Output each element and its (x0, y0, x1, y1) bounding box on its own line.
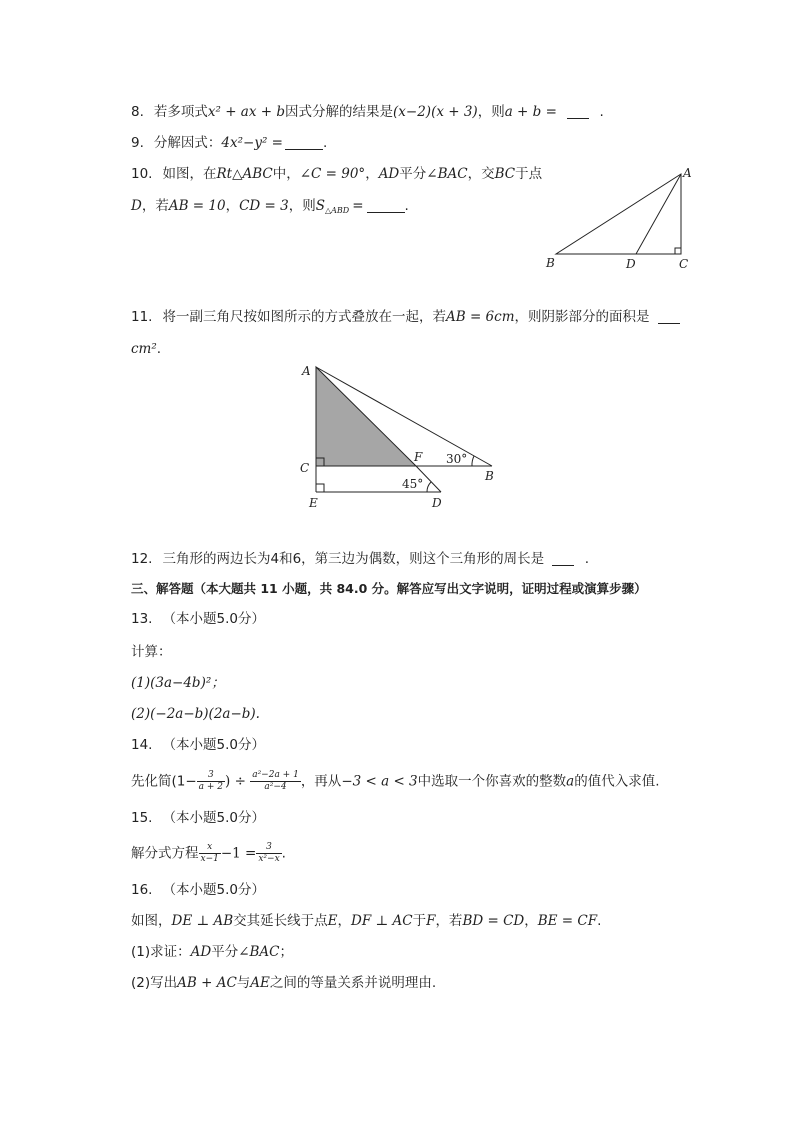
question-number: 12. (131, 551, 153, 567)
question-12 (131, 549, 589, 569)
math-expression: DF ⊥ AC (351, 913, 413, 929)
figure-q10 (542, 164, 722, 274)
numerator: x (199, 842, 221, 854)
math-expression: −1 = (220, 845, 257, 862)
question-11-line-2 (131, 339, 161, 359)
label-a: A (302, 364, 311, 378)
question-number: 9. (131, 135, 144, 151)
question-text: 中选取一个你喜欢的整数 (417, 773, 567, 790)
denominator: a + 2 (198, 782, 224, 792)
question-text: ，则 (288, 198, 316, 214)
answer-blank[interactable] (552, 551, 574, 566)
question-13-header (131, 609, 265, 629)
question-text: 于点 (515, 166, 543, 182)
figure-q11 (296, 362, 516, 512)
answer-blank[interactable] (367, 198, 405, 213)
math-expression: AB + AC (177, 975, 237, 991)
question-11-line-1 (131, 307, 680, 327)
question-number: 15. (131, 810, 153, 826)
fraction (256, 842, 281, 865)
question-15-header (131, 808, 265, 828)
question-text: 交其延长线于点 (233, 913, 328, 929)
math-expression: Rt△ABC (216, 166, 273, 182)
math-expression: AB = 10 (168, 198, 226, 214)
question-text: ， (524, 913, 538, 929)
label-d: D (432, 496, 442, 510)
math-expression: ∠BAC (238, 944, 280, 960)
answer-blank[interactable] (567, 104, 589, 119)
question-text: 平分 (211, 944, 239, 960)
question-score: （本小题5.0分） (162, 810, 265, 826)
question-text: ； (279, 944, 294, 960)
punctuation: . (322, 135, 328, 151)
question-text: ，若 (435, 913, 463, 929)
question-14-body (131, 770, 660, 793)
question-score: （本小题5.0分） (162, 611, 265, 627)
right-angle-mark (675, 248, 681, 254)
numerator: 3 (256, 842, 281, 854)
question-16-part-2 (131, 973, 436, 993)
question-16-body (131, 911, 601, 931)
question-text: 若多项式 (153, 104, 208, 120)
question-text: 如图， (131, 913, 172, 929)
math-expression: −3 < a < 3 (341, 773, 418, 790)
math-expression: x² + ax + b (207, 104, 286, 120)
math-expression: ∠BAC (426, 166, 468, 182)
answer-blank[interactable] (658, 309, 680, 324)
math-expression: D (131, 198, 142, 214)
denominator: x²−x (258, 854, 280, 864)
punctuation: . (156, 341, 162, 357)
math-expression: AE (250, 975, 270, 991)
punctuation: . (597, 913, 602, 929)
math-expression: 4x²−y² = (221, 135, 283, 151)
question-score: （本小题5.0分） (162, 737, 265, 753)
question-number: 14. (131, 737, 153, 753)
angle-label-30: 30° (446, 452, 468, 466)
question-text: (1)求证： (131, 944, 191, 960)
math-expression: F (426, 913, 436, 929)
question-9 (131, 133, 327, 153)
label-c: C (679, 257, 689, 271)
question-text: 中， (272, 166, 300, 182)
question-text: ，交 (467, 166, 495, 182)
question-text: 先化简(1− (131, 773, 197, 790)
math-expression: a (566, 773, 575, 790)
question-text: ， (337, 913, 351, 929)
question-text: 之间的等量关系并说明理由. (269, 975, 437, 991)
question-text: 解分式方程 (131, 845, 199, 862)
section-heading: 三、解答题（本大题共 11 小题，共 84.0 分。解答应写出文字说明，证明过程或演算步骤） (131, 581, 647, 596)
question-text: ，则阴影部分的面积是 (514, 309, 650, 325)
shaded-region (316, 367, 416, 466)
punctuation: . (281, 845, 286, 862)
question-text: 将一副三角尺按如图所示的方式叠放在一起，若 (162, 309, 446, 325)
math-expression: (x−2)(x + 3) (393, 104, 478, 120)
question-text: ，则 (477, 104, 505, 120)
math-expression: AD (190, 944, 212, 960)
math-expression: = (352, 198, 364, 214)
question-8 (131, 102, 604, 122)
math-expression: a + b = (504, 104, 557, 120)
label-b: B (485, 469, 494, 483)
math-expression: AD (378, 166, 400, 182)
label-a: A (683, 166, 692, 180)
math-expression: BC (494, 166, 516, 182)
question-text: 的值代入求值. (574, 773, 660, 790)
question-10-line-1 (131, 164, 542, 184)
question-15-body (131, 842, 286, 865)
denominator: a²−4 (264, 782, 287, 792)
question-number: 13. (131, 611, 153, 627)
angle-label-45: 45° (402, 477, 424, 491)
label-e: E (309, 496, 318, 510)
angle-arc-45 (427, 482, 431, 492)
answer-blank[interactable] (285, 135, 323, 150)
question-13-part-1: (1)(3a−4b)²； (131, 675, 225, 691)
question-text: 与 (236, 975, 251, 991)
question-text: ， (225, 198, 240, 214)
fraction (250, 770, 301, 793)
punctuation: . (599, 104, 604, 120)
punctuation: . (584, 551, 590, 567)
fraction (197, 770, 225, 793)
question-text: ， (365, 166, 379, 182)
label-d: D (626, 257, 636, 271)
label-c: C (300, 461, 310, 475)
question-13-part-2: (2)(−2a−b)(2a−b). (131, 706, 260, 722)
label-b: B (546, 256, 555, 270)
question-score: （本小题5.0分） (162, 882, 265, 898)
question-text: 于 (412, 913, 427, 929)
punctuation: . (404, 198, 409, 214)
math-expression: ∠C = 90° (299, 166, 366, 182)
question-text: (2)写出 (131, 975, 178, 991)
question-text: ，若 (141, 198, 169, 214)
fraction (199, 842, 221, 865)
question-text: 三角形的两边长为4和6，第三边为偶数，则这个三角形的周长是 (162, 551, 545, 567)
math-expression: BD = CD (462, 913, 525, 929)
question-text: 平分 (399, 166, 427, 182)
numerator: a²−2a + 1 (252, 770, 299, 780)
right-angle-mark-e (316, 484, 324, 492)
question-text: 分解因式： (153, 135, 222, 151)
math-expression: E (327, 913, 338, 929)
question-14-header (131, 735, 265, 755)
question-16-part-1 (131, 942, 293, 962)
numerator: 3 (197, 770, 225, 782)
segment-ad (636, 174, 681, 254)
math-expression: DE ⊥ AB (171, 913, 234, 929)
math-expression: cm² (131, 341, 157, 357)
math-expression: ) ÷ (225, 773, 246, 790)
math-subscript: △ABD (324, 206, 350, 215)
math-expression: CD = 3 (239, 198, 289, 214)
question-16-header (131, 880, 265, 900)
question-number: 11. (131, 309, 153, 325)
question-number: 10. (131, 166, 153, 182)
math-expression: BE = CF (537, 913, 598, 929)
question-text: 因式分解的结果是 (285, 104, 394, 120)
math-expression: S (315, 198, 325, 214)
question-number: 8. (131, 104, 144, 120)
math-expression: AB = 6cm (445, 309, 515, 325)
denominator: x−1 (200, 854, 219, 864)
question-13-intro: 计算： (131, 644, 172, 660)
triangle-abc (556, 174, 681, 254)
question-text: ，再从 (300, 773, 342, 790)
question-number: 16. (131, 882, 153, 898)
angle-arc-30 (472, 456, 474, 466)
question-10-line-2 (131, 196, 409, 221)
question-text: 如图，在 (162, 166, 217, 182)
label-f: F (414, 450, 423, 464)
